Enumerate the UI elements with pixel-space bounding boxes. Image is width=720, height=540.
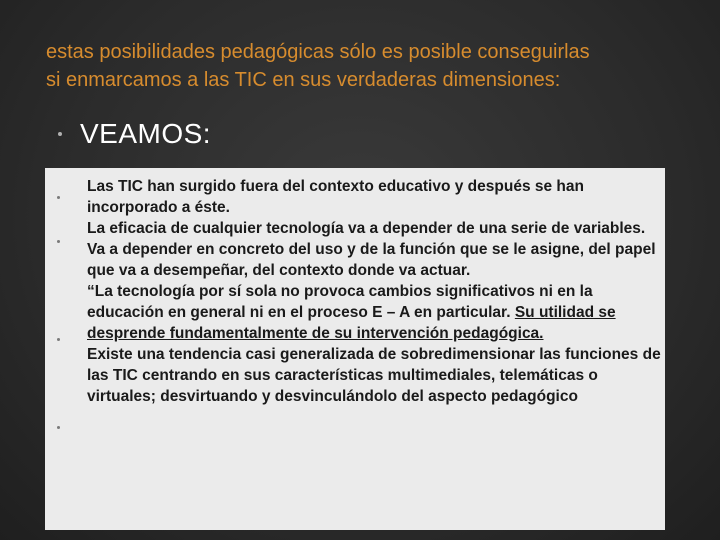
bullet-item-3	[87, 281, 661, 344]
bullet-item-1: Las TIC han surgido fuera del contexto educativo y después se han incorporado a éste.	[87, 178, 584, 216]
bullet-item-2: La eficacia de cualquier tecnología va a depender de una serie de variables. Va a depender en concreto del uso y de la función que se le asigne, del papel que va a desempeñar, del contexto donde va actuar.	[87, 220, 656, 279]
bullet-icon	[57, 426, 60, 429]
slide-title-line-2: si enmarcamos a las TIC en sus verdaderas dimensiones:	[46, 69, 561, 91]
bullet-item-3-underlined-text: Su utilidad se desprende fundamentalmente de su intervención pedagógica.	[87, 304, 616, 342]
section-heading: VEAMOS:	[80, 118, 212, 149]
bullet-item-3-text: “La tecnología por sí sola no provoca cambios significativos ni en la educación en general ni en el proceso E – A en particular.	[87, 283, 593, 321]
slide-title	[46, 38, 711, 94]
bullet-icon	[57, 240, 60, 243]
heading-row	[58, 118, 211, 150]
bullet-item-4: Existe una tendencia casi generalizada de sobredimensionar las funciones de las TIC centrando en sus características multimediales, telemáticas o virtuales; desvirtuando y desvinculándolo del aspecto pedagógico	[87, 346, 661, 405]
slide-title-line-1: estas posibilidades pedagógicas sólo es posible conseguirlas	[46, 41, 590, 63]
bullet-icon	[57, 338, 60, 341]
bullet-icon	[58, 132, 62, 136]
content-panel	[45, 168, 665, 530]
bullet-icon	[57, 196, 60, 199]
bullet-list	[87, 176, 661, 407]
